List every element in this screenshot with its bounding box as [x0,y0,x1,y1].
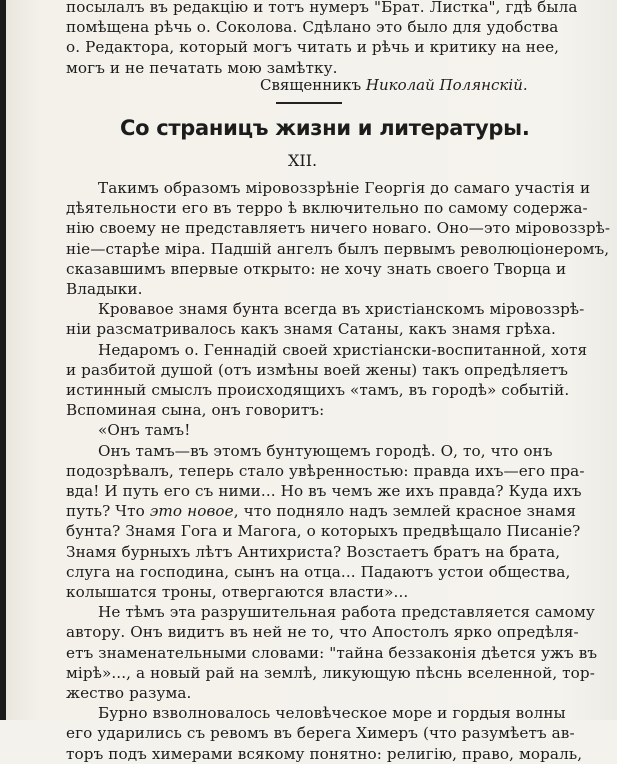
text-line: Владыки. [66,280,143,299]
text-line: слуга на господина, сынъ на отца... Падаютъ устои общества, [66,562,571,581]
scan-edge [0,0,6,720]
text-line: дѣятельности его въ терро ѣ включительно по самому содержа- [66,199,588,218]
text-line: его ударились съ ревомъ въ берега Химеръ (что разумѣетъ ав- [66,724,575,743]
text-line: нію своему не представляетъ ничего новаго. Оно—это міровоззрѣ- [66,219,611,238]
text-line: ніе—старѣе міра. Падшій ангелъ былъ первымъ революціонеромъ, [66,239,610,258]
text-line: истинный смыслъ происходящихъ «тамъ, въ городѣ» событій. [66,381,570,400]
text-line: Знамя бурныхъ лѣтъ Антихриста? Возстаетъ братъ на брата, [66,542,561,561]
text-line: Недаромъ о. Геннадій своей христіански-воспитанной, хотя [98,340,588,359]
text-line: ніи разсматривалось какъ знамя Сатаны, какъ знамя грѣха. [66,320,556,339]
text-run: , что подняло надъ землей красное знамя [233,502,577,521]
signature-name: Николай Полянскій. [365,76,528,94]
text-line: мірѣ»..., а новый рай на землѣ, ликующую пѣснь вселенной, тор- [66,663,595,682]
text-line: Не тѣмъ эта разрушительная работа представляется самому [98,603,595,622]
text-run: путь? Что [66,502,150,521]
divider-rule [276,102,342,104]
text-line: подозрѣвалъ, теперь стало увѣренностью: правда ихъ—его пра- [66,461,585,480]
article-body [66,178,611,764]
text-line: бунта? Знамя Гога и Магога, о которыхъ предвѣщало Писаніе? [66,522,581,541]
text-line: Кровавое знамя бунта всегда въ христіанскомъ міровоззрѣ- [98,300,585,319]
top-paragraph [66,0,578,78]
text-line: торъ подъ химерами всякому понятно: религію, право, мораль, [66,744,583,763]
italic-emphasis: это новое [149,502,234,521]
text-line: Бурно взволновалось человѣческое море и гордыя волны [98,704,566,723]
signature [260,76,528,94]
text-line: и разбитой душой (отъ измѣны воей жены) такъ опредѣляетъ [66,360,569,379]
text-line: «Онъ тамъ! [98,421,191,440]
text-line: вда! И путь его съ ними... Но въ чемъ же ихъ правда? Куда ихъ [66,482,582,501]
text-line: колышатся троны, отвергаются власти»... [66,583,409,602]
text-line: автору. Онъ видитъ въ ней не то, что Апостолъ ярко опредѣля- [66,623,579,642]
text-line: помѣщена рѣчь о. Соколова. Сдѣлано это было для удобства [66,18,559,37]
text-line: могъ и не печатать мою замѣтку. [66,58,338,77]
text-line: Онъ тамъ—въ этомъ бунтующемъ городѣ. О, то, что онъ [98,441,553,460]
text-line: жество разума. [66,684,192,703]
text-line: сказавшимъ впервые открыто: не хочу знать своего Творца и [66,259,567,278]
text-line: Такимъ образомъ міровоззрѣніе Георгія до самаго участія и [98,179,591,197]
text-line-with-italic [66,501,577,521]
section-number: XII. [288,151,318,170]
text-line: Вспоминая сына, онъ говоритъ: [66,401,325,420]
article-heading: Со страницъ жизни и литературы. [120,116,530,140]
signature-title: Священникъ [260,76,362,94]
text-line: о. Редактора, который могъ читать и рѣчь и критику на нее, [66,38,560,57]
text-line: посылалъ въ редакцію и тотъ нумеръ "Брат. Листка", гдѣ была [66,0,578,16]
text-line: етъ знаменательными словами: "тайна беззаконія дѣется ужъ въ [66,643,598,662]
